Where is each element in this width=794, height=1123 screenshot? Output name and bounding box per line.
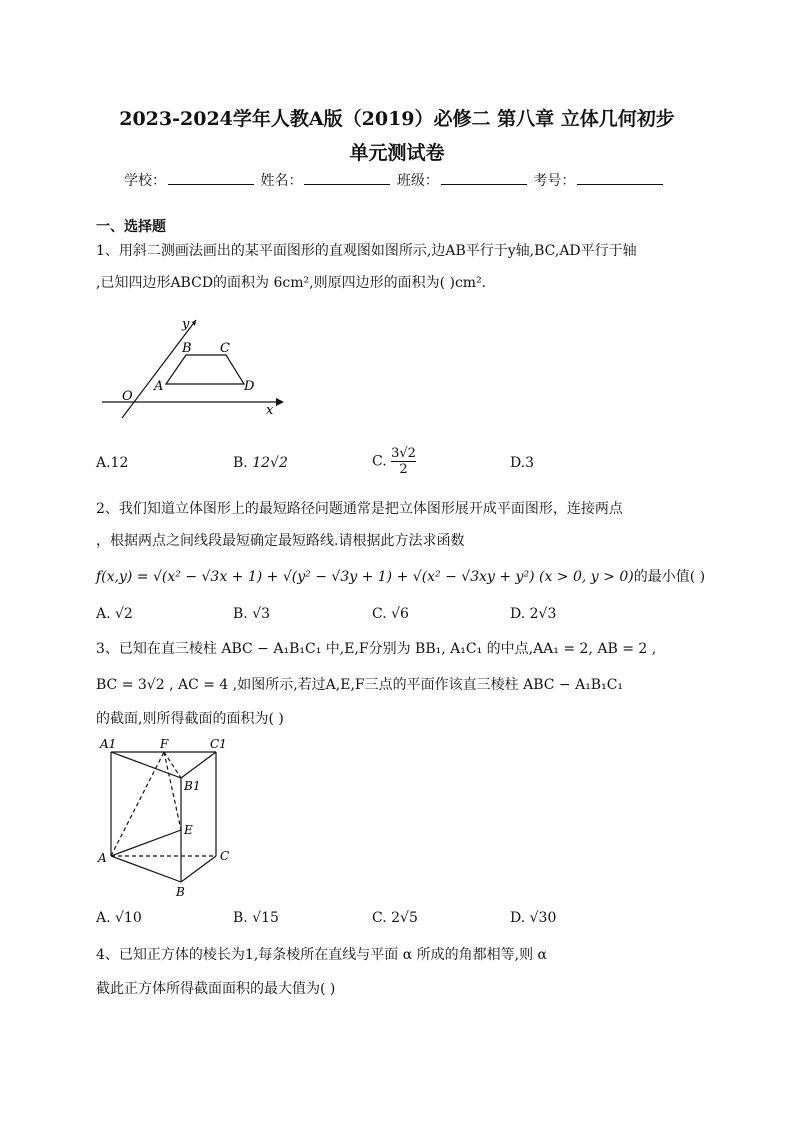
q2-option-a[interactable]: A. √2	[96, 606, 133, 622]
doc-title-line1: 2023-2024学年人教A版（2019）必修二 第八章 立体几何初步	[119, 108, 675, 130]
label-O: O	[122, 389, 133, 404]
label-A: A	[98, 851, 107, 865]
q1-line2: ,已知四边形ABCD的面积为 6cm²,则原四边形的面积为( )cm².	[96, 275, 487, 291]
school-blank[interactable]	[168, 171, 254, 185]
q1-option-a[interactable]: A.12	[96, 455, 129, 471]
label-C: C	[220, 341, 230, 356]
class-label: 班级：	[396, 173, 439, 189]
label-B1: B1	[184, 779, 201, 793]
q2-formula: f(x,y) = √(x² − √3x + 1) + √(y² − √3y + 1) + √(x² − √3xy + y²) (x > 0, y > 0)	[96, 569, 634, 585]
name-label: 姓名：	[260, 173, 303, 189]
label-A: A	[154, 379, 164, 394]
q4-line1: 4、已知正方体的棱长为1,每条棱所在直线与平面 α 所成的角都相等,则 α	[96, 947, 547, 963]
q2-formula-line	[96, 566, 705, 586]
q3-option-b[interactable]: B. √15	[233, 910, 279, 926]
q1-figure	[96, 312, 296, 420]
doc-title-line2: 单元测试卷	[349, 142, 445, 164]
label-B: B	[176, 885, 185, 899]
q3-line2: BC = 3√2 , AC = 4 ,如图所示,若过A,E,F三点的平面作该直三棱柱 ABC − A₁B₁C₁	[96, 677, 624, 693]
y-axis	[122, 320, 196, 418]
q2-option-c[interactable]: C. √6	[372, 606, 409, 622]
q3-option-d[interactable]: D. √30	[510, 910, 557, 926]
exam-no-label: 考号：	[533, 173, 576, 189]
name-blank[interactable]	[304, 171, 390, 185]
q1-option-b[interactable]: B. 12√2	[233, 455, 288, 471]
q1-option-d[interactable]: D.3	[510, 455, 535, 471]
label-B: B	[182, 341, 192, 356]
label-C1: C1	[210, 737, 227, 751]
exam-no-blank[interactable]	[577, 171, 663, 185]
q2-line2: ，根据两点之间线段最短确定最短路线.请根据此方法求函数	[96, 533, 465, 549]
label-C: C	[220, 849, 230, 863]
q1-line1: 1、用斜二测画法画出的某平面图形的直观图如图所示,边AB平行于y轴,BC,AD平行于轴	[96, 243, 637, 259]
school-label: 学校：	[124, 173, 166, 189]
q2-formula-tail: 的最小值( )	[633, 569, 706, 585]
q2-option-d[interactable]: D. 2√3	[510, 606, 557, 622]
q4-line2: 截此正方体所得截面面积的最大值为( )	[96, 981, 336, 997]
label-y: y	[182, 317, 190, 332]
q3-option-c[interactable]: C. 2√5	[372, 910, 418, 926]
q3-line1: 3、已知在直三棱柱 ABC − A₁B₁C₁ 中,E,F分别为 BB₁, A₁C₁ 的中点,AA₁ = 2, AB = 2 ,	[96, 641, 657, 657]
q3-prism-figure	[96, 736, 246, 900]
x-axis-arrow	[276, 398, 284, 406]
label-E: E	[184, 823, 193, 837]
label-x: x	[266, 403, 274, 418]
label-A1: A1	[100, 737, 117, 751]
q3-option-a[interactable]: A. √10	[96, 910, 142, 926]
label-D: D	[244, 379, 255, 394]
q2-line1: 2、我们知道立体图形上的最短路径问题通常是把立体图形展开成平面图形，连接两点	[96, 501, 623, 517]
q1-option-c[interactable]: C. $\frac{3√2}{2}$	[372, 446, 416, 477]
q3-line3: 的截面,则所得截面的面积为( )	[96, 711, 284, 727]
q2-option-b[interactable]: B. √3	[233, 606, 271, 622]
section-heading: 一、选择题	[96, 219, 166, 235]
label-F: F	[160, 737, 169, 751]
class-blank[interactable]	[441, 171, 527, 185]
quadrilateral-ABCD	[166, 355, 244, 384]
student-info-line	[124, 170, 665, 190]
